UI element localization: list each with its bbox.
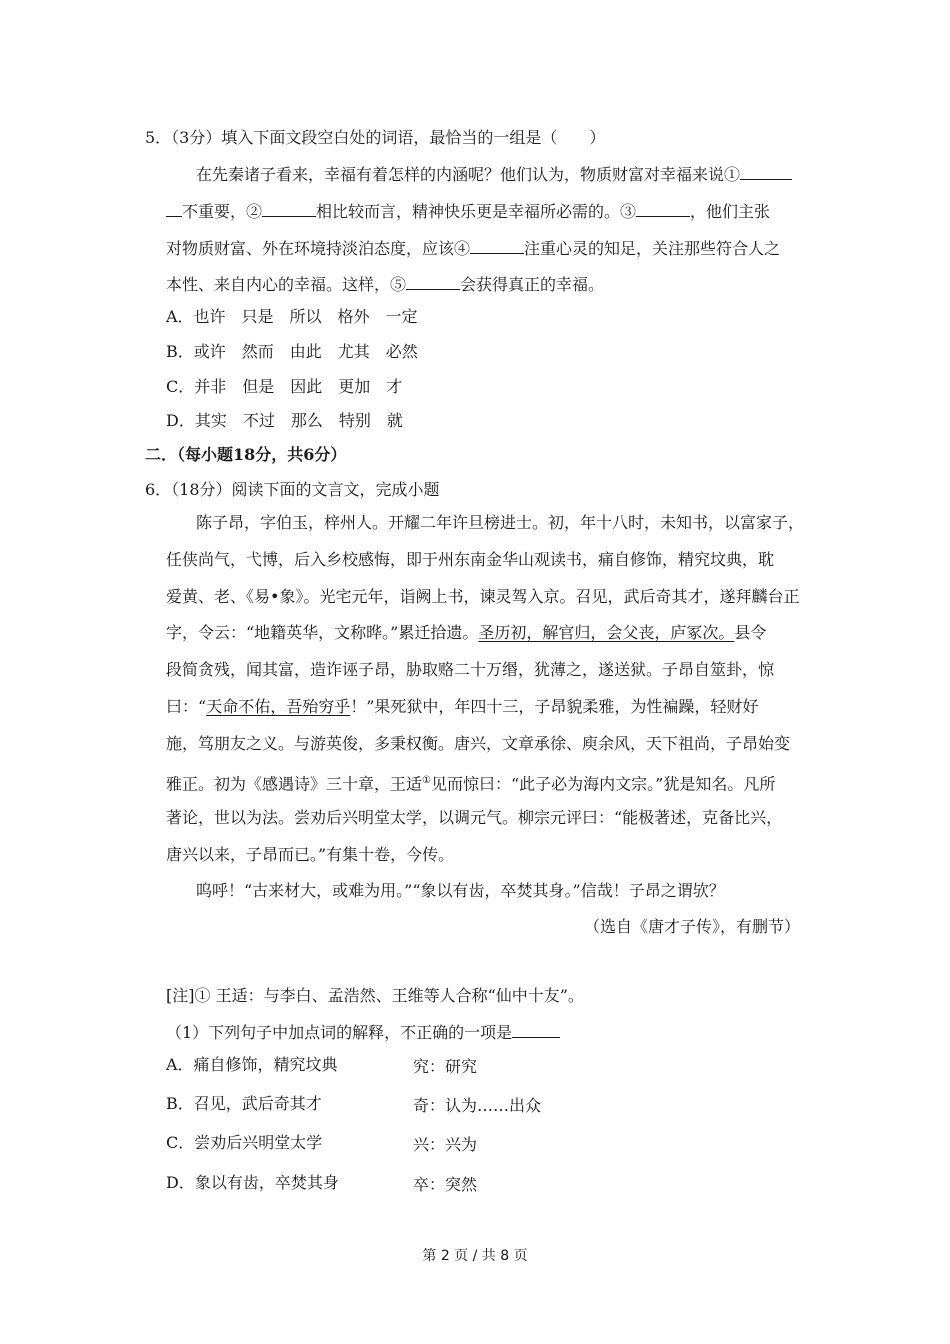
choice-b-explanation: 奇：认为……出众 [413, 1096, 542, 1115]
q5-option-a: A．也许 只是 所以 格外 一定 [166, 307, 418, 326]
sub-question-1: （1）下列句子中加点词的解释，不正确的一项是 [166, 1021, 560, 1043]
passage-line-10: 唐兴以来，子昂而已。”有集十卷，今传。 [166, 845, 455, 864]
underlined-sentence-1: 圣历初，解官归，会父丧，庐冢次。 [478, 623, 735, 642]
choice-d-explanation: 卒：突然 [413, 1175, 478, 1194]
passage-line-3: 爱黄、老、《易•象》。光宅元年，诣阙上书，谏灵驾入京。召见，武后奇其才，遂拜麟台正 [166, 587, 800, 606]
choice-d-sentence: D．象以有齿，卒焚其身 [166, 1173, 339, 1192]
q5-passage-line-3: 对物质财富、外在环境持淡泊态度，应该④ 注重心灵的知足，关注那些符合人之 [166, 239, 781, 258]
footnote: [注]① 王适：与李白、孟浩然、王维等人合称“仙中十友”。 [166, 986, 584, 1005]
passage-line-8: 雅正。初为《感遇诗》三十章，王适①见而惊曰：“此子必为海内文宗。”犹是知名。凡所 [166, 774, 776, 794]
passage-line-9: 著论，世以为法。尝劝后兴明堂太学，以调元气。柳宗元评曰：“能极著述，克备比兴， [166, 808, 783, 827]
passage-line-4: 字，令云：“地籍英华，文称晔。”累迁拾遗。圣历初，解官归，会父丧，庐冢次。县令 [166, 623, 767, 642]
passage-line-7: 施，笃朋友之义。与游英俊，多秉权衡。唐兴，文章承徐、庾余风，天下祖尚，子昂始变 [166, 734, 791, 753]
passage-line-5: 段简贪残，闻其富，造诈诬子昂，胁取赂二十万缗，犹薄之，遂送狱。子昂自筮卦，惊 [166, 660, 775, 679]
choice-c-explanation: 兴：兴为 [413, 1135, 478, 1154]
page-footer: 第 2 页 / 共 8 页 [422, 1248, 528, 1264]
q5-option-b: B．或许 然而 由此 尤其 必然 [166, 342, 418, 361]
q5-passage-line-4: 本性、来自内心的幸福。这样，⑤ 会获得真正的幸福。 [166, 275, 605, 294]
choice-a-explanation: 究：研究 [413, 1057, 478, 1076]
underlined-sentence-2: 天命不佑，吾殆穷乎 [206, 697, 351, 716]
passage-line-11: 呜呼！“古来材大，或难为用。”“象以有齿，卒焚其身。”信哉！子昂之谓欤？ [196, 881, 725, 900]
footnote-marker: ① [422, 775, 431, 786]
passage-line-6: 曰：“天命不佑，吾殆穷乎！”果死狱中，年四十三，子昂貌柔雅，为性褊躁，轻财好 [166, 697, 759, 716]
choice-b-sentence: B．召见，武后奇其才 [166, 1094, 322, 1113]
q6-stem: 6．（18分）阅读下面的文言文，完成小题 [145, 480, 440, 499]
passage-line-1: 陈子昂，字伯玉，梓州人。开耀二年许旦榜进士。初，年十八时，未知书，以富家子， [196, 513, 805, 532]
q5-stem: 5．（3分）填入下面文段空白处的词语，最恰当的一组是（ ） [145, 128, 606, 147]
section-heading: 二．（每小题18分，共6分） [145, 445, 347, 464]
choice-a-sentence: A．痛自修饰，精究坟典 [166, 1055, 338, 1074]
q5-passage-line-1: 在先秦诸子看来，幸福有着怎样的内涵呢？他们认为，物质财富对幸福来说① [196, 163, 792, 185]
passage-source: （选自《唐才子传》，有删节） [583, 917, 800, 936]
q5-option-d: D．其实 不过 那么 特别 就 [166, 411, 403, 430]
q5-passage-line-2: 不重要，② 相比较而言，精神快乐更是幸福所必需的。③ ，他们主张 [166, 200, 770, 222]
choice-c-sentence: C．尝劝后兴明堂太学 [166, 1133, 323, 1152]
passage-line-2: 任侠尚气，弋博，后入乡校感悔，即于州东南金华山观读书，痛自修饰，精究坟典，耽 [166, 550, 775, 569]
q5-option-c: C．并非 但是 因此 更加 才 [166, 377, 403, 396]
